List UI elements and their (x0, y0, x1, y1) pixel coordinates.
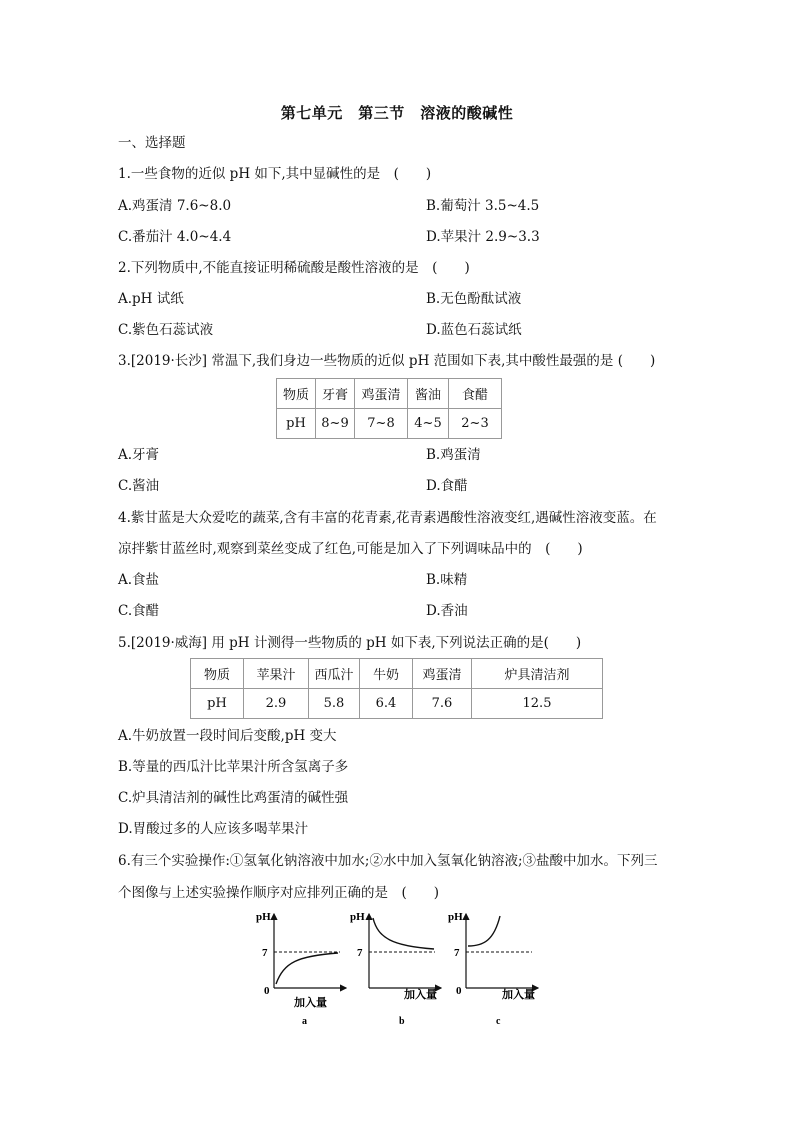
table-row (191, 689, 603, 719)
table-cell: 2~3 (449, 409, 502, 439)
question-3-table (276, 378, 502, 439)
table-cell: 5.8 (309, 689, 360, 719)
question-5-option-c: C.炉具清洁剂的碱性比鸡蛋清的碱性强 (118, 790, 349, 806)
question-4-option-d: D.香油 (426, 603, 468, 619)
question-3-option-a: A.牙膏 (118, 447, 160, 463)
graph-a-ref-label: 7 (262, 947, 268, 959)
page-title: 第七单元 第三节 溶液的酸碱性 (280, 104, 514, 122)
table-row (277, 379, 502, 409)
table-cell: 炉具清洁剂 (472, 659, 603, 689)
table-cell: 7~8 (355, 409, 408, 439)
question-1-option-a: A.鸡蛋清 7.6~8.0 (118, 198, 232, 214)
graph-b-curve (373, 918, 434, 949)
table-row (191, 659, 603, 689)
question-2-option-d: D.蓝色石蕊试纸 (426, 322, 522, 338)
graph-c-ref-label: 7 (454, 947, 460, 959)
table-cell: 12.5 (472, 689, 603, 719)
section-heading: 一、选择题 (118, 135, 186, 151)
graph-a (256, 911, 346, 1027)
table-cell: 酱油 (408, 379, 449, 409)
question-1-option-c: C.番茄汁 4.0~4.4 (118, 229, 232, 245)
table-cell: pH (277, 409, 316, 439)
question-3-stem: 3.[2019·长沙] 常温下,我们身边一些物质的近似 pH 范围如下表,其中酸性最强的是 ( ) (118, 353, 656, 369)
graph-a-y-label: pH (256, 911, 271, 923)
graph-c-y-label: pH (448, 911, 463, 923)
question-4-stem-line-2: 凉拌紫甘蓝丝时,观察到菜丝变成了红色,可能是加入了下列调味品中的 ( ) (118, 541, 583, 557)
question-2-option-c: C.紫色石蕊试液 (118, 322, 214, 338)
graph-c-origin-label: 0 (456, 985, 462, 997)
table-cell: 西瓜汁 (309, 659, 360, 689)
graph-b-x-label: 加入量 (404, 989, 437, 1001)
question-5-table (190, 658, 603, 719)
question-5-option-a: A.牛奶放置一段时间后变酸,pH 变大 (118, 728, 337, 744)
graph-b-y-label: pH (350, 911, 365, 923)
table-cell: 物质 (277, 379, 316, 409)
question-4-option-c: C.食醋 (118, 603, 160, 619)
graph-b-caption: b (399, 1016, 405, 1027)
question-1-option-b: B.葡萄汁 3.5~4.5 (426, 198, 540, 214)
graph-a-curve (276, 953, 338, 984)
question-6-stem-line-2: 个图像与上述实验操作顺序对应排列正确的是 ( ) (118, 885, 440, 901)
table-cell: 8~9 (316, 409, 355, 439)
question-2-option-b: B.无色酚酞试液 (426, 291, 522, 307)
table-row (277, 409, 502, 439)
graph-c-caption: c (496, 1016, 501, 1027)
table-cell: 7.6 (413, 689, 472, 719)
table-cell: 牙膏 (316, 379, 355, 409)
graph-a-origin-label: 0 (264, 985, 270, 997)
question-5-option-b: B.等量的西瓜汁比苹果汁所含氢离子多 (118, 759, 349, 775)
question-1-option-d: D.苹果汁 2.9~3.3 (426, 229, 540, 245)
table-cell: pH (191, 689, 244, 719)
graph-b (350, 911, 441, 1027)
graph-c-x-label: 加入量 (502, 989, 535, 1001)
graph-b-ref-label: 7 (357, 947, 363, 959)
graph-a-caption: a (302, 1016, 307, 1027)
graph-c (448, 911, 538, 1027)
question-3-option-c: C.酱油 (118, 478, 160, 494)
graph-c-curve (468, 916, 500, 946)
table-cell: 6.4 (360, 689, 413, 719)
table-cell: 食醋 (449, 379, 502, 409)
question-1-stem: 1.一些食物的近似 pH 如下,其中显碱性的是 ( ) (118, 166, 432, 182)
question-5-option-d: D.胃酸过多的人应该多喝苹果汁 (118, 821, 309, 837)
table-cell: 牛奶 (360, 659, 413, 689)
table-cell: 苹果汁 (244, 659, 309, 689)
table-cell: 4~5 (408, 409, 449, 439)
question-5-stem: 5.[2019·威海] 用 pH 计测得一些物质的 pH 如下表,下列说法正确的是( ) (118, 635, 582, 651)
question-6-graphs (236, 904, 556, 1028)
graph-a-x-label: 加入量 (294, 997, 327, 1009)
question-2-stem: 2.下列物质中,不能直接证明稀硫酸是酸性溶液的是 ( ) (118, 260, 470, 276)
table-cell: 鸡蛋清 (355, 379, 408, 409)
question-4-stem-line-1: 4.紫甘蓝是大众爱吃的蔬菜,含有丰富的花青素,花青素遇酸性溶液变红,遇碱性溶液变蓝。在 (118, 510, 657, 526)
table-cell: 物质 (191, 659, 244, 689)
question-2-option-a: A.pH 试纸 (118, 291, 184, 307)
table-cell: 鸡蛋清 (413, 659, 472, 689)
question-3-option-d: D.食醋 (426, 478, 468, 494)
question-3-option-b: B.鸡蛋清 (426, 447, 481, 463)
question-4-option-b: B.味精 (426, 572, 468, 588)
question-4-option-a: A.食盐 (118, 572, 160, 588)
question-6-stem-line-1: 6.有三个实验操作:①氢氧化钠溶液中加水;②水中加入氢氧化钠溶液;③盐酸中加水。下列三 (118, 853, 658, 869)
table-cell: 2.9 (244, 689, 309, 719)
